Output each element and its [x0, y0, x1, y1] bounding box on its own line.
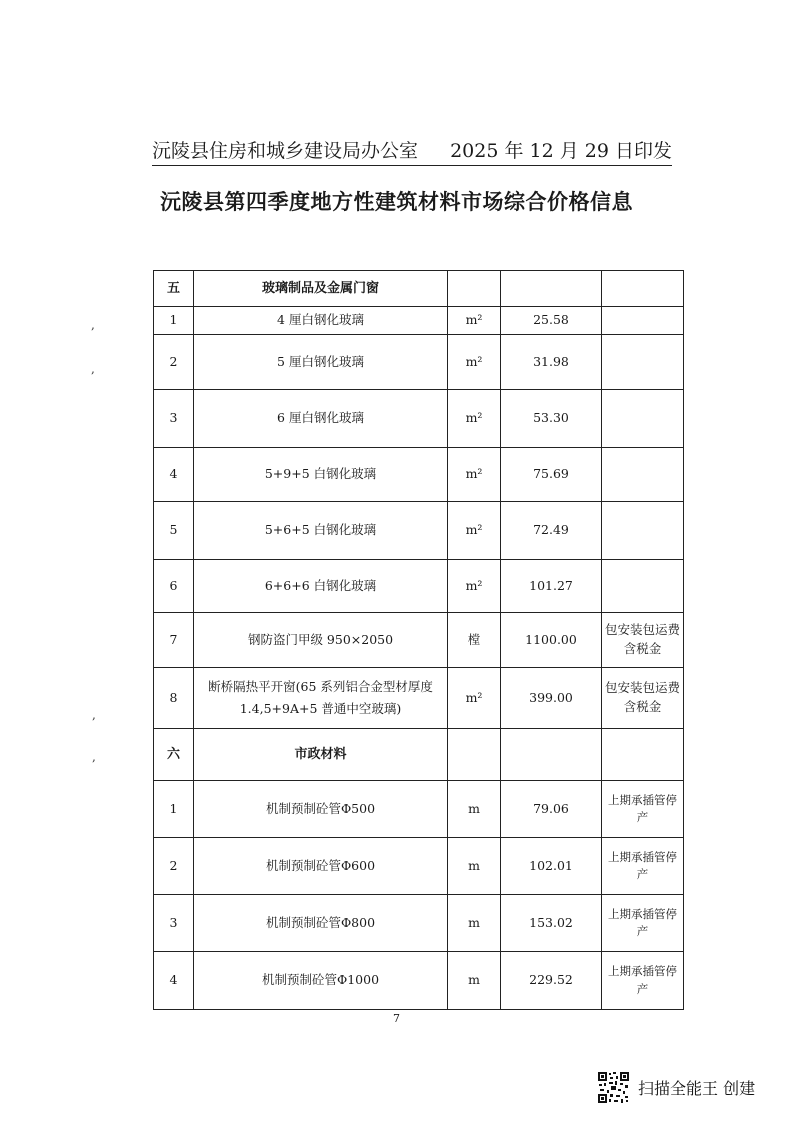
- material-name: 钢防盗门甲级 950×2050: [194, 613, 448, 668]
- note: [602, 448, 684, 502]
- unit: m²: [448, 335, 501, 390]
- section-number: 六: [154, 729, 194, 781]
- price: 53.30: [501, 390, 602, 448]
- note: 上期承插管停产: [602, 952, 684, 1010]
- section-name: 玻璃制品及金属门窗: [194, 271, 448, 307]
- unit: m²: [448, 560, 501, 613]
- material-name: 6+6+6 白钢化玻璃: [194, 560, 448, 613]
- issuer-header: [152, 136, 672, 166]
- material-name: 5 厘白钢化玻璃: [194, 335, 448, 390]
- price: 31.98: [501, 335, 602, 390]
- table-row: [154, 838, 684, 895]
- note: [602, 335, 684, 390]
- material-name: 5+9+5 白钢化玻璃: [194, 448, 448, 502]
- note: 包安装包运费含税金: [602, 613, 684, 668]
- table-row: [154, 448, 684, 502]
- material-name: 6 厘白钢化玻璃: [194, 390, 448, 448]
- scanner-watermark: [597, 1071, 755, 1104]
- unit: m²: [448, 307, 501, 335]
- unit: m²: [448, 390, 501, 448]
- material-name: 机制预制砼管Φ600: [194, 838, 448, 895]
- table-row: [154, 895, 684, 952]
- price: 72.49: [501, 502, 602, 560]
- price-table: [153, 270, 684, 1010]
- note: [602, 560, 684, 613]
- note: [602, 390, 684, 448]
- unit: m: [448, 838, 501, 895]
- material-name: 机制预制砼管Φ500: [194, 781, 448, 838]
- unit: m: [448, 895, 501, 952]
- scanner-watermark-text: 扫描全能王 创建: [638, 1079, 756, 1098]
- note: 上期承插管停产: [602, 838, 684, 895]
- table-row: [154, 952, 684, 1010]
- row-number: 8: [154, 668, 194, 729]
- section-number: 五: [154, 271, 194, 307]
- note: [602, 502, 684, 560]
- price: 153.02: [501, 895, 602, 952]
- section-header-row: [154, 271, 684, 307]
- issue-date: 2025 年 12 月 29 日印发: [450, 140, 672, 162]
- row-number: 6: [154, 560, 194, 613]
- qr-code-icon: [597, 1071, 630, 1104]
- section-header-row: [154, 729, 684, 781]
- unit: 樘: [448, 613, 501, 668]
- price: 399.00: [501, 668, 602, 729]
- table-row: [154, 390, 684, 448]
- price: 1100.00: [501, 613, 602, 668]
- row-number: 4: [154, 952, 194, 1010]
- margin-mark: ,: [92, 750, 96, 764]
- row-number: 1: [154, 307, 194, 335]
- material-name: 机制预制砼管Φ800: [194, 895, 448, 952]
- price: 102.01: [501, 838, 602, 895]
- price: 25.58: [501, 307, 602, 335]
- unit: m²: [448, 668, 501, 729]
- row-number: 4: [154, 448, 194, 502]
- table-row: [154, 668, 684, 729]
- page-number: 7: [393, 1012, 400, 1025]
- unit: m: [448, 952, 501, 1010]
- issuer-name: 沅陵县住房和城乡建设局办公室: [152, 140, 419, 162]
- unit: m²: [448, 502, 501, 560]
- price: 101.27: [501, 560, 602, 613]
- table-row: [154, 560, 684, 613]
- row-number: 2: [154, 335, 194, 390]
- price: 79.06: [501, 781, 602, 838]
- table-row: [154, 502, 684, 560]
- row-number: 2: [154, 838, 194, 895]
- material-name: 断桥隔热平开窗(65 系列铝合金型材厚度 1.4,5+9A+5 普通中空玻璃): [194, 668, 448, 729]
- margin-mark: ,: [91, 362, 95, 376]
- material-name: 4 厘白钢化玻璃: [194, 307, 448, 335]
- row-number: 5: [154, 502, 194, 560]
- table-row: [154, 335, 684, 390]
- note: [602, 307, 684, 335]
- price: 75.69: [501, 448, 602, 502]
- table-row: [154, 613, 684, 668]
- margin-mark: ,: [92, 708, 96, 722]
- row-number: 7: [154, 613, 194, 668]
- note: 包安装包运费含税金: [602, 668, 684, 729]
- row-number: 1: [154, 781, 194, 838]
- material-name: 5+6+5 白钢化玻璃: [194, 502, 448, 560]
- material-name: 机制预制砼管Φ1000: [194, 952, 448, 1010]
- table-row: [154, 307, 684, 335]
- note: 上期承插管停产: [602, 781, 684, 838]
- note: 上期承插管停产: [602, 895, 684, 952]
- table-row: [154, 781, 684, 838]
- unit: m²: [448, 448, 501, 502]
- section-name: 市政材料: [194, 729, 448, 781]
- margin-mark: ,: [91, 318, 95, 332]
- row-number: 3: [154, 895, 194, 952]
- unit: m: [448, 781, 501, 838]
- document-title: 沅陵县第四季度地方性建筑材料市场综合价格信息: [160, 190, 633, 214]
- row-number: 3: [154, 390, 194, 448]
- price: 229.52: [501, 952, 602, 1010]
